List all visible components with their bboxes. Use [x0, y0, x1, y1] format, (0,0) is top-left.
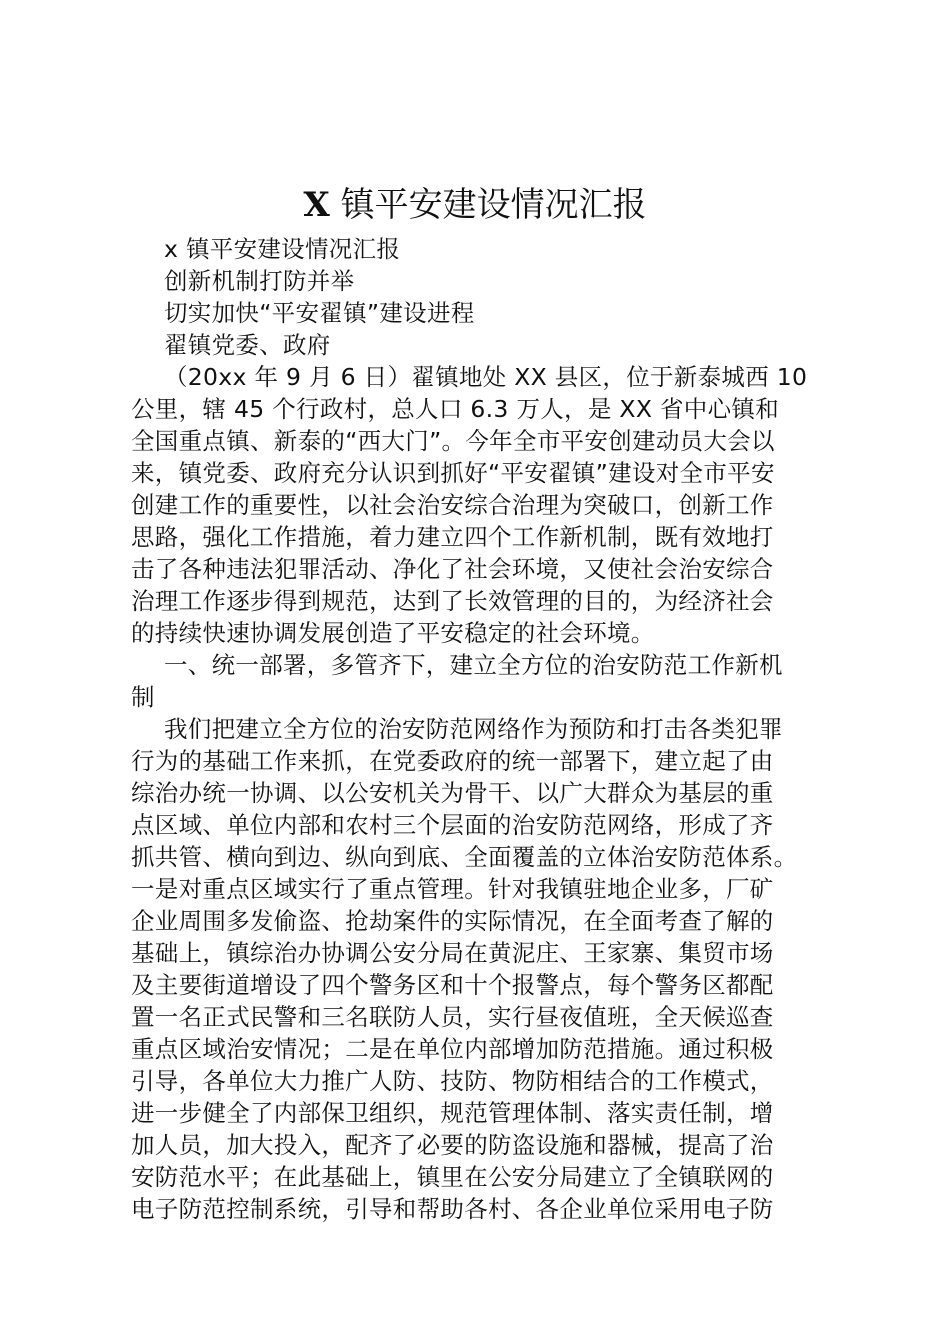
body-line: 进一步健全了内部保卫组织，规范管理体制、落实责任制，增 [131, 1099, 774, 1127]
body-line: x 镇平安建设情况汇报 [164, 235, 401, 263]
body-line: 重点区域治安情况；二是在单位内部增加防范措施。通过积极 [131, 1035, 774, 1063]
body-line: 击了各种违法犯罪活动、净化了社会环境，又使社会治安综合 [131, 555, 774, 583]
body-line: 治理工作逐步得到规范，达到了长效管理的目的，为经济社会 [131, 587, 774, 615]
body-line: 创新机制打防并举 [164, 267, 355, 295]
body-line: 及主要街道增设了四个警务区和十个报警点，每个警务区都配 [131, 971, 774, 999]
body-line: 基础上，镇综治办协调公安分局在黄泥庄、王家寨、集贸市场 [131, 939, 774, 967]
body-line: （20xx 年 9 月 6 日）翟镇地处 XX 县区，位于新泰城西 10 [164, 363, 808, 391]
body-line: 综治办统一协调、以公安机关为骨干、以广大群众为基层的重 [131, 779, 774, 807]
body-line: 引导，各单位大力推广人防、技防、物防相结合的工作模式， [131, 1067, 774, 1095]
document-title [0, 184, 950, 226]
body-line: 我们把建立全方位的治安防范网络作为预防和打击各类犯罪 [164, 715, 783, 743]
body-line: 企业周围多发偷盗、抢劫案件的实际情况，在全面考查了解的 [131, 907, 774, 935]
body-line: 一、统一部署，多管齐下，建立全方位的治安防范工作新机 [164, 651, 783, 679]
body-line: 一是对重点区域实行了重点管理。针对我镇驻地企业多，厂矿 [131, 875, 774, 903]
body-line: 加人员，加大投入，配齐了必要的防盗设施和器械，提高了治 [131, 1131, 774, 1159]
body-line: 安防范水平；在此基础上，镇里在公安分局建立了全镇联网的 [131, 1163, 774, 1191]
body-line: 翟镇党委、政府 [164, 331, 331, 359]
body-line: 来，镇党委、政府充分认识到抓好“平安翟镇”建设对全市平安 [131, 459, 775, 487]
body-line: 置一名正式民警和三名联防人员，实行昼夜值班，全天候巡查 [131, 1003, 774, 1031]
body-line: 思路，强化工作措施，着力建立四个工作新机制，既有效地打 [131, 523, 774, 551]
body-line: 行为的基础工作来抓，在党委政府的统一部署下，建立起了由 [131, 747, 774, 775]
body-line: 创建工作的重要性，以社会治安综合治理为突破口，创新工作 [131, 491, 774, 519]
body-line: 电子防范控制系统，引导和帮助各村、各企业单位采用电子防 [131, 1195, 774, 1223]
body-line: 抓共管、横向到边、纵向到底、全面覆盖的立体治安防范体系。 [131, 843, 798, 871]
body-line: 公里，辖 45 个行政村，总人口 6.3 万人，是 XX 省中心镇和 [131, 395, 779, 423]
document-body [131, 233, 831, 1225]
title-prefix: X [303, 185, 330, 225]
body-line: 的持续快速协调发展创造了平安稳定的社会环境。 [131, 619, 655, 647]
body-line: 全国重点镇、新泰的“西大门”。今年全市平安创建动员大会以 [131, 427, 775, 455]
body-line: 制 [131, 683, 155, 711]
body-line: 点区域、单位内部和农村三个层面的治安防范网络，形成了齐 [131, 811, 774, 839]
body-line: 切实加快“平安翟镇”建设进程 [164, 299, 475, 327]
title-rest: 镇平安建设情况汇报 [340, 185, 647, 225]
